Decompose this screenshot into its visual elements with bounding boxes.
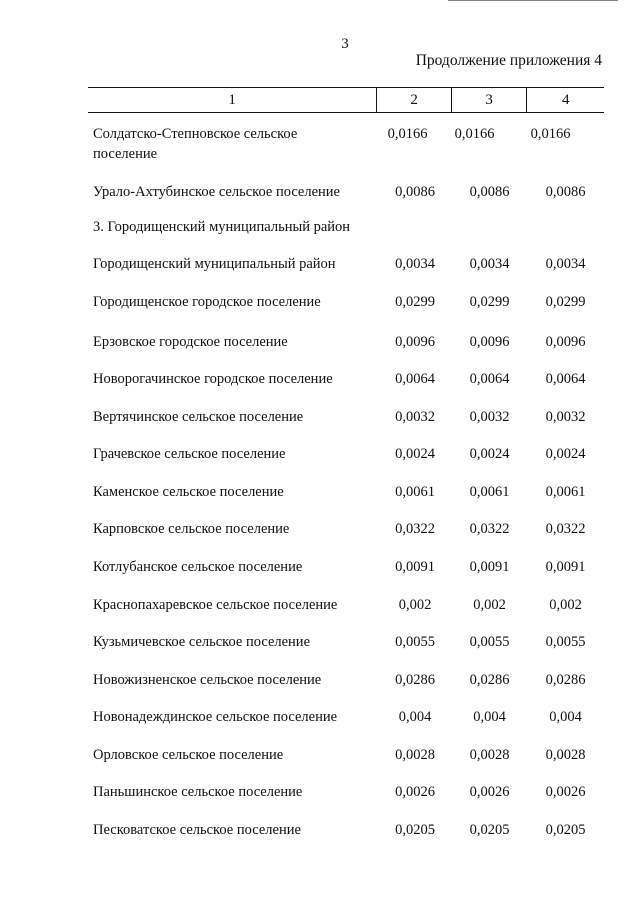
table-row bbox=[88, 369, 604, 389]
row-value-v2: 0,0286 bbox=[395, 672, 435, 688]
row-name: Котлубанское сельское поселение bbox=[93, 559, 303, 575]
row-value-v3: 0,0322 bbox=[469, 521, 510, 537]
row-name: Кузьмичевское сельское поселение bbox=[93, 634, 311, 650]
row-name: Грачевское сельское поселение bbox=[93, 446, 286, 462]
row-value-v3: 0,0091 bbox=[469, 559, 510, 575]
row-value-v4: 0,0096 bbox=[545, 334, 586, 350]
table-row bbox=[88, 707, 604, 727]
table-row bbox=[88, 217, 604, 237]
row-value-v3: 0,002 bbox=[473, 597, 506, 613]
row-value-v4: 0,0061 bbox=[545, 484, 586, 500]
row-value-v4: 0,0028 bbox=[545, 747, 586, 763]
row-name: Песковатское сельское поселение bbox=[93, 822, 301, 838]
row-value-v4: 0,0299 bbox=[545, 294, 586, 310]
row-value-v2: 0,0032 bbox=[395, 409, 435, 425]
row-value-v4: 0,0286 bbox=[545, 672, 586, 688]
table-header bbox=[88, 87, 604, 113]
table-row bbox=[88, 632, 604, 652]
row-name: Паньшинское сельское поселение bbox=[93, 784, 303, 800]
row-value-v4: 0,0091 bbox=[545, 559, 586, 575]
page-top-edge-line bbox=[448, 0, 618, 1]
row-value-v2 bbox=[378, 217, 452, 237]
row-value-v2: 0,0028 bbox=[395, 747, 435, 763]
row-value-v4: 0,0322 bbox=[545, 521, 586, 537]
row-value-v3: 0,0064 bbox=[469, 371, 510, 387]
table-row bbox=[88, 482, 604, 502]
row-value-v2: 0,0061 bbox=[395, 484, 435, 500]
row-value-v3: 0,0205 bbox=[469, 822, 510, 838]
page-number: 3 bbox=[341, 36, 349, 52]
row-name: Вертячинское сельское поселение bbox=[93, 409, 304, 425]
table-row bbox=[88, 782, 604, 802]
row-value-v2: 0,0299 bbox=[395, 294, 435, 310]
row-name: Новорогачинское городское поселение bbox=[93, 371, 333, 387]
header-col-4: 4 bbox=[526, 88, 604, 112]
row-name: Краснопахаревское сельское поселение bbox=[93, 597, 338, 613]
row-name: Ерзовское городское поселение bbox=[93, 334, 288, 350]
row-value-v3: 0,0299 bbox=[469, 294, 510, 310]
continuation-label: Продолжение приложения 4 bbox=[415, 52, 602, 69]
row-value-v4: 0,0055 bbox=[545, 634, 586, 650]
row-value-v2: 0,0166 bbox=[387, 126, 428, 142]
row-value-v3: 0,0286 bbox=[469, 672, 510, 688]
row-value-v2: 0,0322 bbox=[395, 521, 435, 537]
table-row bbox=[88, 332, 604, 352]
row-value-v3: 0,0034 bbox=[469, 256, 510, 272]
row-name: Каменское сельское поселение bbox=[93, 484, 284, 500]
table-row bbox=[88, 124, 604, 164]
header-col-1: 1 bbox=[228, 92, 236, 108]
row-name: Солдатско-Степновское сельское поселение bbox=[93, 126, 298, 162]
table-row bbox=[88, 407, 604, 427]
row-value-v3: 0,0024 bbox=[469, 446, 510, 462]
row-name: 3. Городищенский муниципальный район bbox=[93, 219, 351, 235]
row-value-v2: 0,0026 bbox=[395, 784, 435, 800]
row-value-v2: 0,0024 bbox=[395, 446, 435, 462]
row-value-v3: 0,0028 bbox=[469, 747, 510, 763]
table-row bbox=[88, 292, 604, 312]
row-value-v2: 0,004 bbox=[398, 709, 432, 725]
table-row bbox=[88, 595, 604, 615]
table-row bbox=[88, 820, 604, 840]
table-row bbox=[88, 444, 604, 464]
row-value-v2: 0,0064 bbox=[395, 371, 435, 387]
row-value-v4: 0,0166 bbox=[530, 126, 571, 142]
header-col-3: 3 bbox=[451, 88, 527, 112]
row-value-v3: 0,0061 bbox=[469, 484, 510, 500]
row-value-v3: 0,0026 bbox=[469, 784, 510, 800]
row-value-v2: 0,002 bbox=[398, 597, 432, 613]
row-value-v2: 0,0096 bbox=[395, 334, 435, 350]
row-value-v3: 0,0086 bbox=[469, 184, 510, 200]
table-row bbox=[88, 557, 604, 577]
table-row bbox=[88, 254, 604, 274]
row-value-v4 bbox=[527, 217, 604, 237]
row-value-v4: 0,0064 bbox=[545, 371, 586, 387]
row-value-v3 bbox=[452, 217, 527, 237]
row-value-v3: 0,0032 bbox=[469, 409, 510, 425]
row-value-v4: 0,0086 bbox=[545, 184, 586, 200]
row-value-v4: 0,002 bbox=[549, 597, 582, 613]
row-name: Городищенское городское поселение bbox=[93, 294, 321, 310]
row-value-v3: 0,0096 bbox=[469, 334, 510, 350]
row-value-v4: 0,0032 bbox=[545, 409, 586, 425]
table-row bbox=[88, 519, 604, 539]
table-row bbox=[88, 745, 604, 765]
table-row bbox=[88, 670, 604, 690]
row-value-v2: 0,0086 bbox=[395, 184, 435, 200]
row-value-v3: 0,0166 bbox=[454, 126, 495, 142]
row-value-v4: 0,004 bbox=[549, 709, 582, 725]
row-value-v2: 0,0205 bbox=[395, 822, 435, 838]
row-value-v4: 0,0024 bbox=[545, 446, 586, 462]
row-name: Орловское сельское поселение bbox=[93, 747, 284, 763]
row-value-v3: 0,0055 bbox=[469, 634, 510, 650]
row-value-v4: 0,0026 bbox=[545, 784, 586, 800]
row-name: Новожизненское сельское поселение bbox=[93, 672, 322, 688]
row-value-v3: 0,004 bbox=[473, 709, 506, 725]
data-table bbox=[88, 87, 604, 838]
row-value-v2: 0,0091 bbox=[395, 559, 435, 575]
row-value-v2: 0,0034 bbox=[395, 256, 435, 272]
table-row bbox=[88, 182, 604, 202]
row-value-v4: 0,0205 bbox=[545, 822, 586, 838]
row-name: Карповское сельское поселение bbox=[93, 521, 290, 537]
row-name: Урало-Ахтубинское сельское поселение bbox=[93, 184, 340, 200]
row-name: Новонадеждинское сельское поселение bbox=[93, 709, 338, 725]
row-name: Городищенский муниципальный район bbox=[93, 256, 336, 272]
header-col-2: 2 bbox=[376, 88, 451, 112]
row-value-v2: 0,0055 bbox=[395, 634, 435, 650]
row-value-v4: 0,0034 bbox=[545, 256, 586, 272]
